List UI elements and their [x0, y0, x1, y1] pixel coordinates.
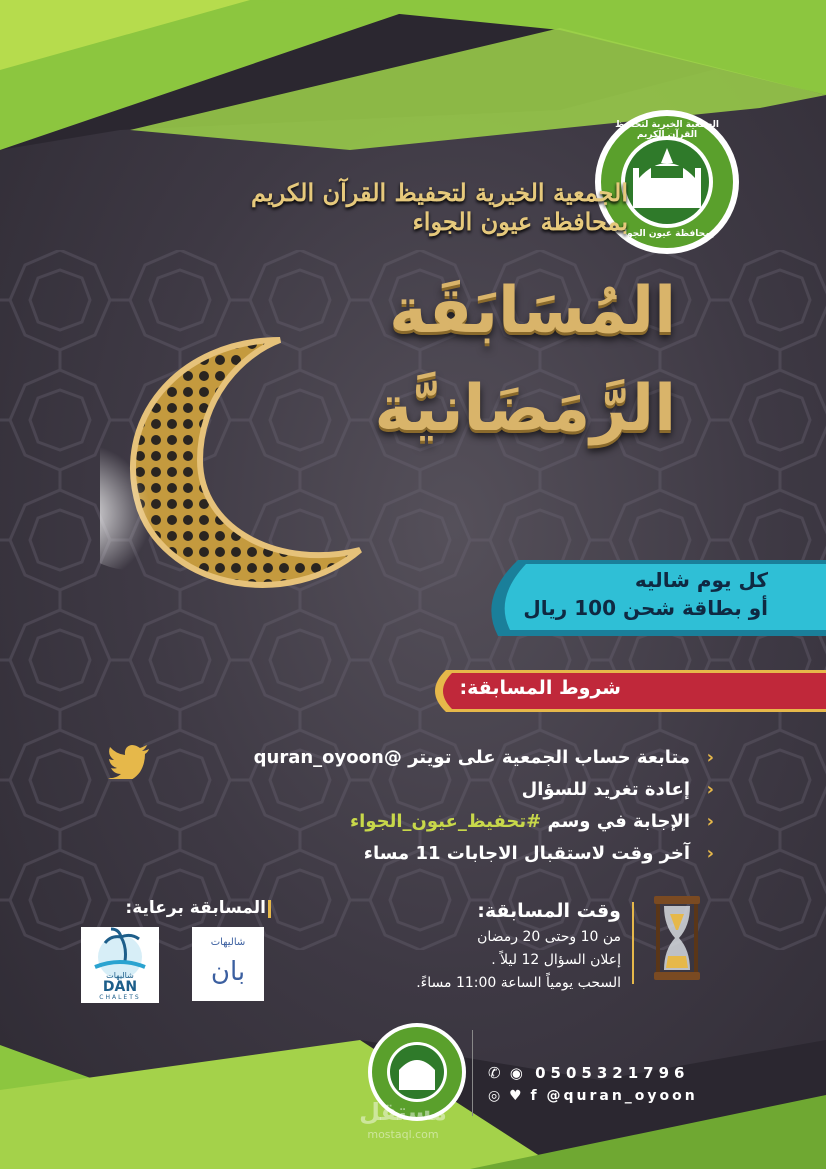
hourglass-icon [652, 896, 702, 980]
chevron-left-icon: ‹ [706, 747, 714, 768]
competition-title [256, 262, 676, 458]
sponsor-dan-sub: CHALETS [99, 994, 141, 1001]
rule-text: إعادة تغريد للسؤال [521, 779, 690, 800]
prize-text [508, 566, 768, 622]
sponsor-bar [268, 900, 271, 918]
time-line: السحب يومياً الساعة 11:00 مساءً. [416, 975, 621, 991]
prize-line-1: كل يوم شاليه [634, 568, 768, 592]
rule-item [114, 807, 714, 839]
title-line-1: المُسَابَقَة [389, 274, 676, 348]
sponsor-logo-ban [192, 927, 264, 1001]
sponsor-dan-big: DAN [102, 979, 138, 995]
time-title: وقت المسابقة: [477, 900, 621, 922]
prize-line-2: أو بطاقة شحن 100 ريال [523, 596, 768, 620]
logo-top-subtext: بمحافظة عيون الجواء [619, 229, 715, 239]
phone-number: 0505321796 [535, 1064, 690, 1082]
phone-row [488, 1064, 748, 1088]
rule-text: الإجابة في وسم [541, 811, 690, 832]
sponsor-title: المسابقة برعاية: [125, 898, 266, 918]
sponsor-ban-small: شاليهات [210, 937, 246, 948]
organization-name: الجمعية الخيرية لتحفيظ القرآن الكريم بمحافظة عيون الجواء [251, 178, 628, 236]
logo-top-text: الجمعية الخيرية لتحفيظ القرآن الكريم [615, 120, 719, 140]
time-details [301, 926, 621, 995]
sponsor-logo-dan [81, 927, 159, 1003]
rules-title: شروط المسابقة: [459, 677, 621, 699]
time-line: من 10 وحتى 20 رمضان [477, 929, 621, 945]
title-line-2: الرَّمَضَانيَّة [374, 372, 676, 446]
rule-item [114, 743, 714, 775]
contact-divider [472, 1030, 473, 1116]
rules-list [114, 743, 714, 871]
time-line: إعلان السؤال 12 ليلاً . [491, 952, 621, 968]
social-row [488, 1088, 748, 1112]
twitter-icon [108, 745, 150, 779]
sponsor-dan-small: شاليهات [106, 971, 134, 980]
time-divider [632, 902, 634, 984]
rule-hashtag: #تحفيظ_عيون_الجواء [349, 811, 542, 832]
social-handle: @quran_oyoon [546, 1088, 698, 1104]
chevron-left-icon: ‹ [706, 779, 714, 800]
rule-text: متابعة حساب الجمعية على تويتر [408, 747, 690, 768]
chevron-left-icon: ‹ [706, 843, 714, 864]
sponsor-ban-big: بان [210, 957, 246, 987]
rule-item [114, 775, 714, 807]
social-icons: ◎ ♥ f [488, 1088, 539, 1104]
rule-text: آخر وقت لاستقبال الاجابات 11 مساء [363, 843, 690, 864]
rule-item [114, 839, 714, 871]
watermark: مستقل [359, 1098, 447, 1126]
watermark-sub: mostaql.com [367, 1128, 439, 1141]
phone-whatsapp-icon: ✆ ◉ [488, 1064, 525, 1082]
rule-handle: @quran_oyoon [253, 747, 409, 768]
chevron-left-icon: ‹ [706, 811, 714, 832]
